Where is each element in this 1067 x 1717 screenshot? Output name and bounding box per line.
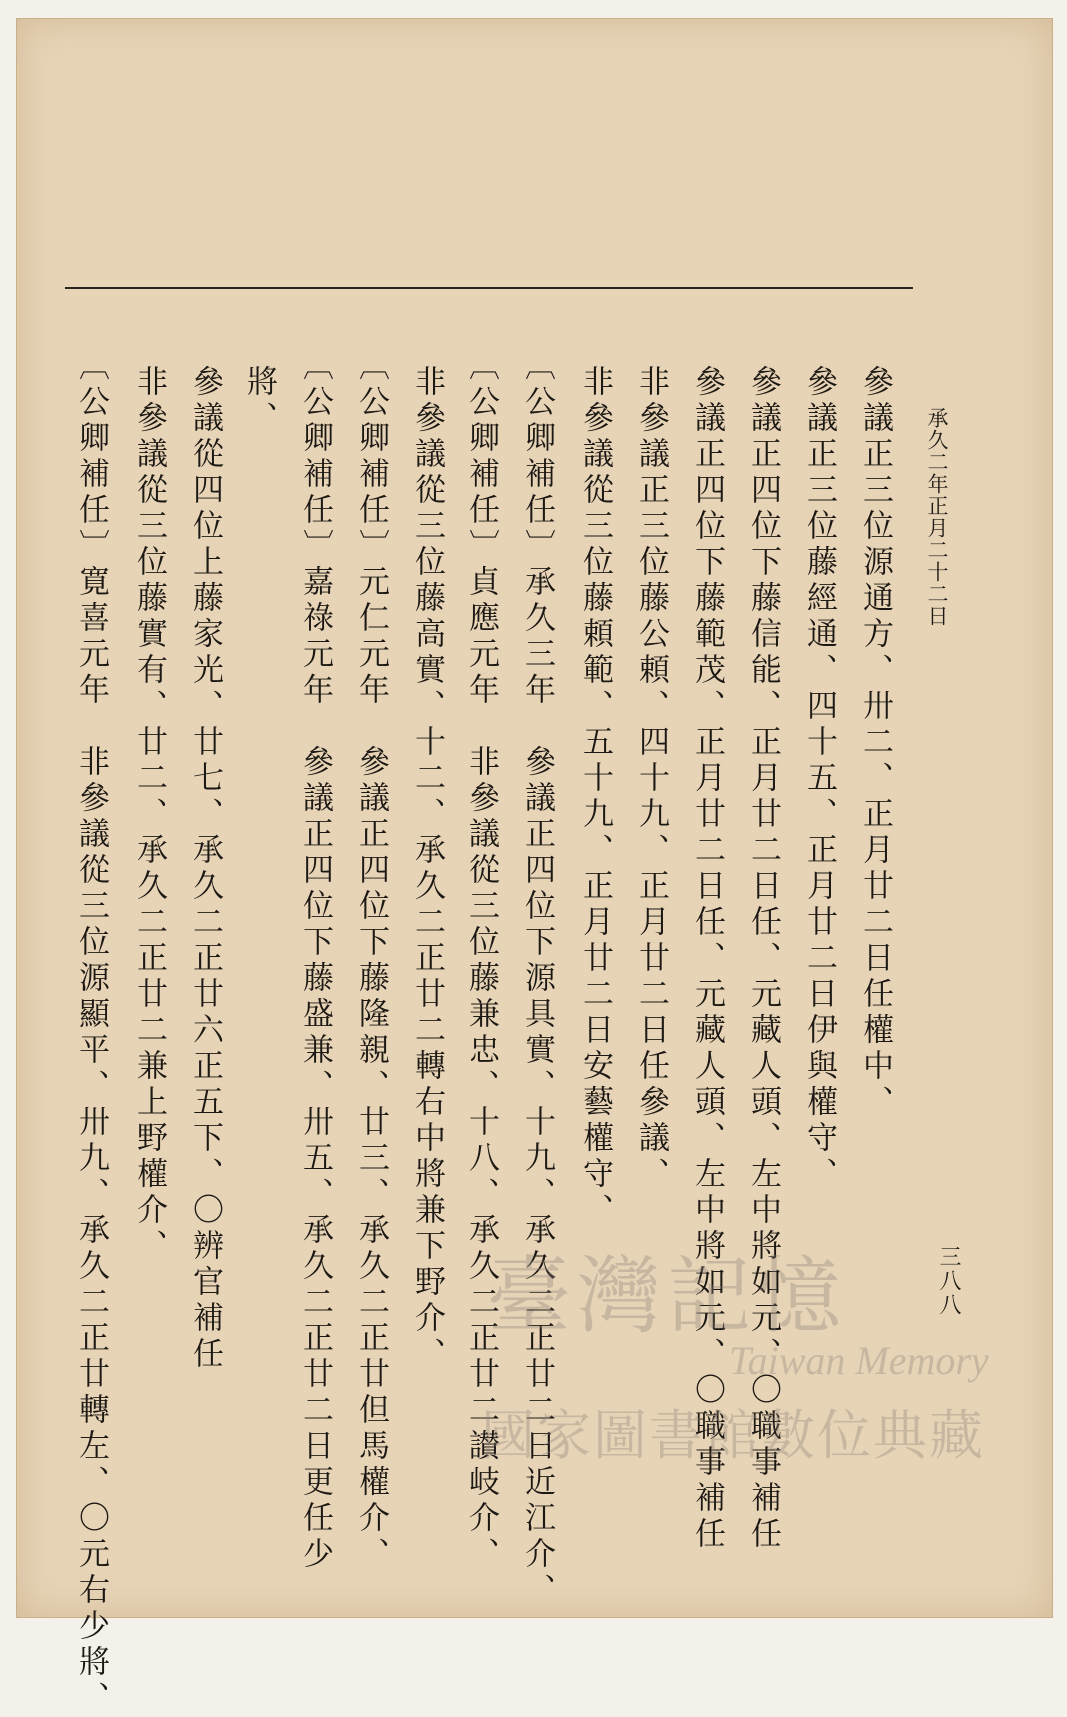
text-column-11: 〔公卿補任〕嘉祿元年 參議正四位下藤盛兼、卅五、承久二正廿二日更任少 [297,349,333,1573]
text-column-9: 非參議從三位藤高實、十二、承久二正廿二轉右中將兼下野介、 [409,365,445,1373]
page-header: 承久二年正月二十二日 [925,407,949,627]
header-rule [65,287,913,289]
text-column-4: 參議正四位下藤範茂、正月廿二日任、元藏人頭、左中將如元、〇職事補任 [689,365,725,1553]
text-column-14: 非參議從三位藤實有、廿二、承久二正廿二兼上野權介、 [131,365,167,1265]
text-column-10: 〔公卿補任〕元仁元年 參議正四位下藤隆親、廿三、承久二正廿但馬權介、 [353,349,389,1573]
page-number: 三八八 [936,1245,961,1317]
scanned-page [16,18,1053,1717]
text-column-8: 〔公卿補任〕貞應元年 非參議從三位藤兼忠、十八、承久二正廿二讃岐介、 [463,349,499,1573]
text-column-2: 參議正三位藤經通、四十五、正月廿二日伊與權守、 [801,365,837,1193]
text-column-5: 非參議正三位藤公頼、四十九、正月廿二日任參議、 [633,365,669,1193]
text-column-1: 參議正三位源通方、卅二、正月廿二日任權中、 [857,365,893,1121]
text-column-13: 參議從四位上藤家光、廿七、承久二正廿六正五下、〇辨官補任 [187,365,223,1373]
text-column-6: 非參議從三位藤頼範、五十九、正月廿二日安藝權守、 [577,365,613,1229]
text-column-12: 將、 [241,365,277,437]
watermark-english: Taiwan Memory [729,1338,989,1383]
text-column-7: 〔公卿補任〕承久三年 參議正四位下源具實、十九、承久二正廿二日近江介、 [519,349,555,1609]
watermark-subtitle: 國家圖書館數位典藏 [481,1404,985,1467]
watermark-title: 臺灣記憶 [487,1247,848,1345]
text-column-3: 參議正四位下藤信能、正月廿二日任、元藏人頭、左中將如元、〇職事補任 [745,365,781,1553]
text-column-15: 〔公卿補任〕寛喜元年 非參議從三位源顯平、卅九、承久二正廿轉左、〇元右少將、 [73,349,109,1717]
